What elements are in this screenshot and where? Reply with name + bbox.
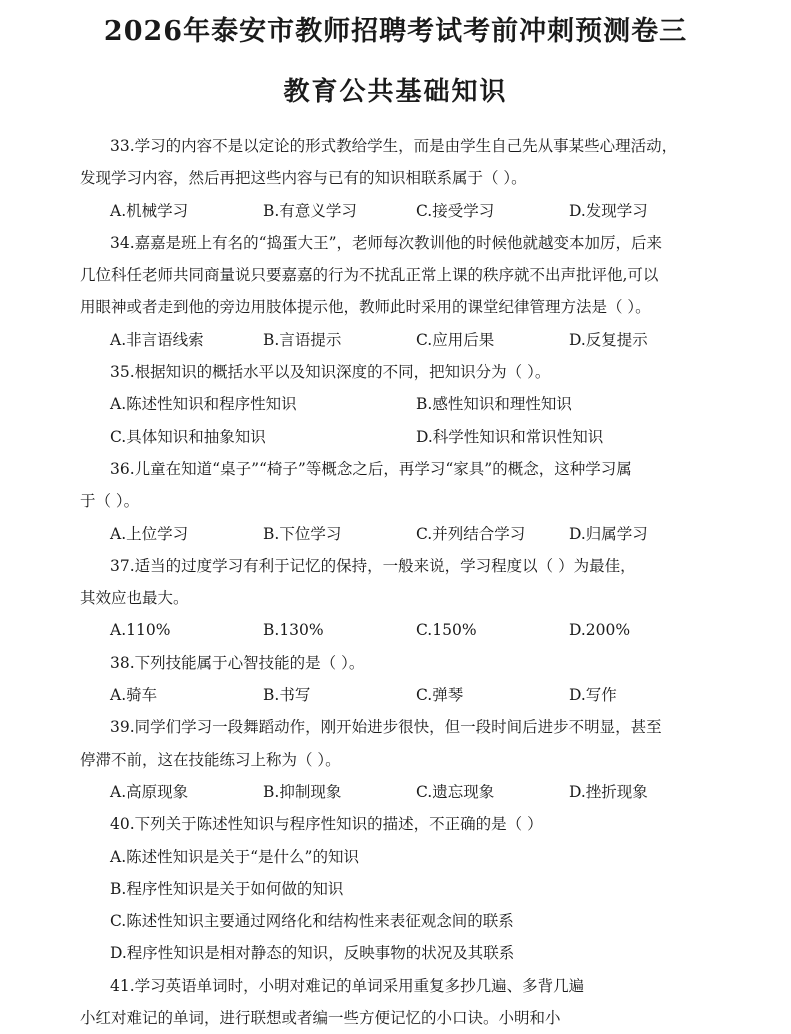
question-38-text: 38.下列技能属于心智技能的是（ ）。	[110, 653, 365, 672]
question-34-options	[80, 324, 720, 356]
option-c: C.并列结合学习	[416, 524, 526, 543]
option-b: B.130%	[263, 621, 324, 640]
option-c: C.150%	[416, 621, 477, 640]
question-41-text: 41.学习英语单词时，小明对难记的单词采用重复多抄几遍、多背几遍	[110, 976, 585, 995]
option-d: D.200%	[569, 621, 631, 640]
option-a: A.110%	[110, 621, 171, 640]
question-36-text: 36.儿童在知道“桌子”“椅子”等概念之后，再学习“家具”的概念，这种学习属	[110, 459, 632, 478]
option-a: A.机械学习	[110, 201, 189, 220]
option-a: A.陈述性知识和程序性知识	[110, 395, 297, 414]
option-a: A.高原现象	[110, 782, 189, 801]
option-d: D.程序性知识是相对静态的知识，反映事物的状况及其联系	[110, 944, 515, 963]
option-b: B.有意义学习	[263, 201, 357, 220]
option-d: D.发现学习	[569, 201, 648, 220]
question-list	[80, 130, 720, 1034]
option-c: C.应用后果	[416, 330, 495, 349]
option-d: D.反复提示	[569, 330, 648, 349]
option-b: B.言语提示	[263, 330, 342, 349]
option-c: C.具体知识和抽象知识	[110, 427, 266, 446]
question-41-text-cont: 小红对难记的单词，进行联想或者编一些方便记忆的小口诀。小明和小	[80, 1009, 561, 1028]
page-subtitle: 教育公共基础知识	[283, 77, 508, 107]
question-39-options	[80, 776, 720, 808]
question-33-text: 33.学习的内容不是以定论的形式教给学生，而是由学生自己先从事某些心理活动，	[110, 137, 678, 155]
option-b: B.书写	[263, 686, 311, 705]
option-c: C.弹琴	[416, 686, 464, 705]
option-b: B.下位学习	[263, 524, 342, 543]
question-38-options	[80, 679, 720, 711]
option-a: A.陈述性知识是关于“是什么”的知识	[110, 847, 359, 866]
question-34-text-cont: 用眼神或者走到他的旁边用肢体提示他，教师此时采用的课堂纪律管理方法是（ ）。	[80, 298, 651, 317]
option-c: C.接受学习	[416, 201, 495, 220]
option-a: A.上位学习	[110, 524, 189, 543]
question-37-options	[80, 614, 720, 646]
question-40-text: 40.下列关于陈述性知识与程序性知识的描述，不正确的是（ ）	[110, 815, 543, 834]
page-title: 2026年泰安市教师招聘考试考前冲刺预测卷三	[103, 16, 688, 47]
question-39-text: 39.同学们学习一段舞蹈动作，刚开始进步很快，但一段时间后进步不明显，甚至	[110, 718, 662, 737]
option-a: A.骑车	[110, 686, 158, 705]
option-c: C.遗忘现象	[416, 782, 495, 801]
question-35-options	[80, 421, 720, 453]
option-b: B.抑制现象	[263, 782, 342, 801]
question-34-text: 34.嘉嘉是班上有名的“捣蛋大王”，老师每次教训他的时候他就越变本加厉，后来	[110, 233, 663, 252]
option-a: A.非言语线索	[110, 330, 204, 349]
question-36-options	[80, 518, 720, 550]
option-d: D.写作	[569, 686, 617, 705]
question-33-text-cont: 发现学习内容，然后再把这些内容与已有的知识相联系属于（ ）。	[80, 169, 527, 188]
question-35-text: 35.根据知识的概括水平以及知识深度的不同，把知识分为（ ）。	[110, 363, 551, 382]
question-37-text-cont: 其效应也最大。	[80, 589, 189, 608]
option-d: D.科学性知识和常识性知识	[416, 427, 604, 446]
option-b: B.程序性知识是关于如何做的知识	[110, 879, 344, 898]
question-35-options	[80, 388, 720, 420]
option-b: B.感性知识和理性知识	[416, 395, 572, 414]
question-39-text-cont: 停滞不前，这在技能练习上称为（ ）。	[80, 750, 341, 769]
option-d: D.归属学习	[569, 524, 648, 543]
question-34-text-cont: 几位科任老师共同商量说只要嘉嘉的行为不扰乱正常上课的秩序就不出声批评他,可以	[80, 266, 659, 285]
question-36-text-cont: 于（ ）。	[80, 492, 140, 511]
option-c: C.陈述性知识主要通过网络化和结构性来表征观念间的联系	[110, 912, 514, 931]
question-37-text: 37.适当的过度学习有利于记忆的保持，一般来说，学习程度以（ ）为最佳，	[110, 556, 636, 575]
question-33-options	[80, 195, 720, 227]
option-d: D.挫折现象	[569, 782, 648, 801]
